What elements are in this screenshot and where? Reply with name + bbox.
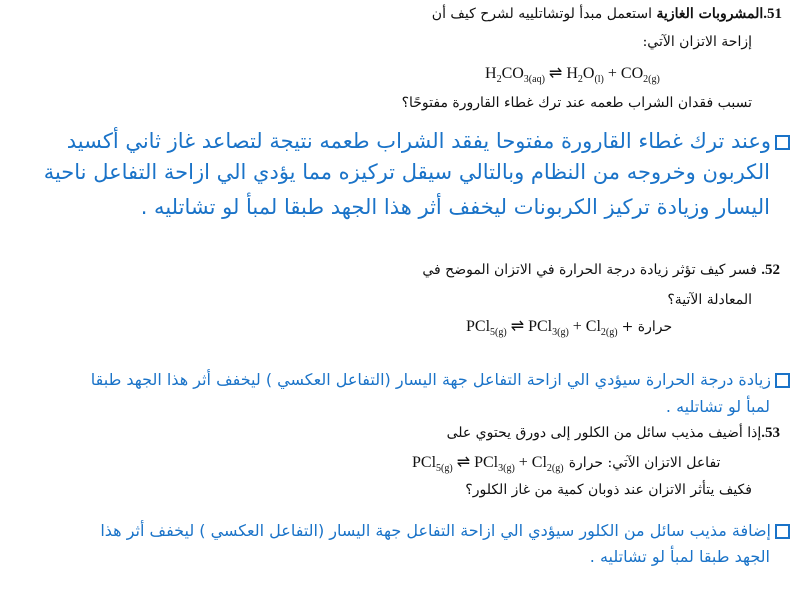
q53-line1-text: إذا أضيف مذيب سائل من الكلور إلى دورق يحتوي على xyxy=(446,425,762,441)
q52-equation: PCl$_{5(g)}$ ⇌ $PCl_{3(g)} + Cl_{2(g)}$ حرارة + xyxy=(466,318,673,339)
q51-line3: تسبب فقدان الشراب طعمه عند ترك غطاء القارورة مفتوحًا؟ xyxy=(401,95,752,111)
checkbox-icon xyxy=(775,373,790,388)
q51-number: 51. xyxy=(763,6,782,22)
q53-line3: فكيف يتأثر الاتزان عند ذوبان كمية من غاز الكلور؟ xyxy=(465,482,752,498)
q51-line2: إزاحة الاتزان الآتي: xyxy=(642,34,752,50)
q53-line1 xyxy=(447,425,780,442)
a53-line1-text: إضافة مذيب سائل من الكلور سيؤدي الي ازاحة التفاعل جهة اليسار (التفاعل العكسي ) ليخفف أثر هذا xyxy=(100,521,771,540)
q53-equation: PCl$_{5(g)}$ ⇌ $PCl_{3(g)} + Cl_{2(g)}$ xyxy=(412,454,564,475)
q52-heat: حرارة + xyxy=(621,319,673,335)
q52-number: 52. xyxy=(761,262,780,278)
a53-line1 xyxy=(100,521,790,540)
a52-line1 xyxy=(91,370,790,389)
q53-number: 53. xyxy=(761,425,780,441)
q53-line2 xyxy=(412,452,720,474)
a51-line1-text: وعند ترك غطاء القارورة مفتوحا يفقد الشراب طعمه نتيجة لتصاعد غاز ثاني أكسيد xyxy=(66,129,771,153)
a51-line1 xyxy=(67,129,790,153)
a52-line2: لمبأ لو تشاتليه . xyxy=(665,397,770,416)
q51-title: المشروبات الغازية xyxy=(656,6,764,22)
a53-line2: الجهد طبقا لمبأ لو تشاتليه . xyxy=(589,547,770,566)
a52-line1-text: زيادة درجة الحرارة سيؤدي الي ازاحة التفاعل جهة اليسار (التفاعل العكسي ) ليخفف أثر هذا الجهد طبقا xyxy=(90,370,771,389)
checkbox-icon xyxy=(775,135,790,150)
q51-line1-text: استعمل مبدأ لوتشاتلييه لشرح كيف أن xyxy=(431,6,653,22)
q51-equation: $H_2CO_{3(aq)}$ ⇌ $H_2O_{(l)} + CO_{2(g)}$ xyxy=(485,65,660,86)
q53-line2-text: تفاعل الاتزان الآتي: حرارة xyxy=(568,455,721,471)
q52-line2: المعادلة الآتية؟ xyxy=(667,292,752,308)
checkbox-icon xyxy=(775,524,790,539)
q51-line1 xyxy=(432,6,782,23)
q52-line1-text: فسر كيف تؤثر زيادة درجة الحرارة في الاتزان الموضح في xyxy=(422,262,757,278)
a51-line3: اليسار وزيادة تركيز الكربونات ليخفف أثر هذا الجهد طبقا لمبأ لو تشاتليه . xyxy=(140,195,770,219)
a51-line2: الكربون وخروجه من النظام وبالتالي سيقل تركيزه مما يؤدي الي ازاحة التفاعل ناحية xyxy=(43,160,770,184)
q52-line1 xyxy=(422,262,780,279)
